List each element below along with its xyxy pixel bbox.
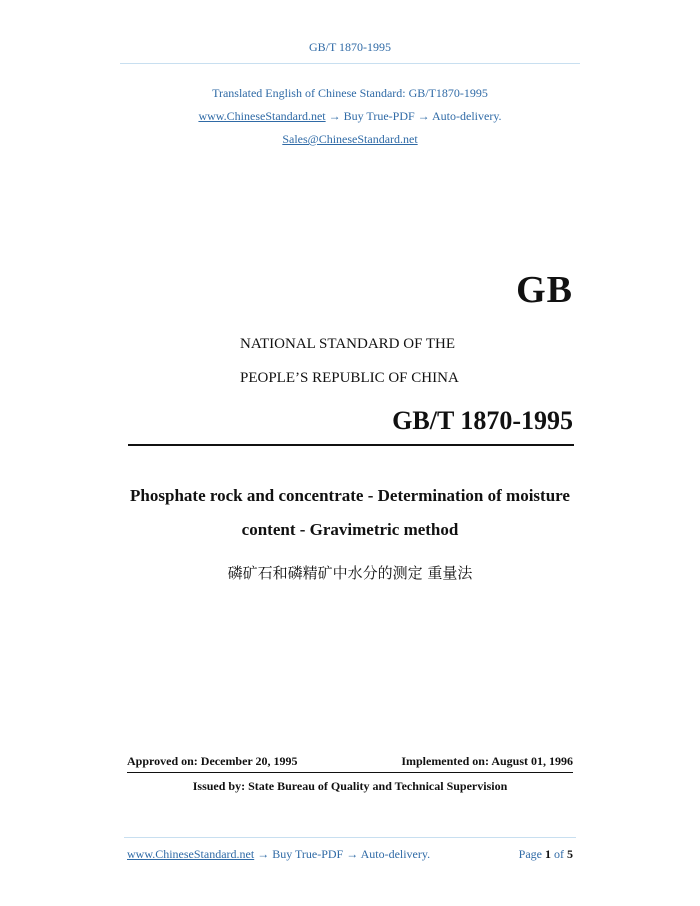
title-english-line2: content - Gravimetric method (241, 520, 459, 539)
buy-line (0, 109, 700, 124)
page-indicator (519, 847, 573, 862)
header-standard-code: GB/T 1870-1995 (308, 40, 392, 54)
sales-email[interactable]: Sales@ChineseStandard.net (282, 132, 418, 146)
translated-notice: Translated English of Chinese Standard: GB/T1870-1995 (212, 86, 488, 100)
page-middle: of (551, 847, 567, 861)
buy-text: → Buy True-PDF → Auto-delivery. (325, 109, 502, 123)
footer-buy-text: → Buy True-PDF → Auto-delivery. (254, 847, 431, 861)
title-chinese: 磷矿石和磷精矿中水分的测定 重量法 (227, 564, 473, 582)
title-english-line1: Phosphate rock and concentrate - Determination of moisture (130, 486, 570, 505)
issued-by: Issued by: State Bureau of Quality and Technical Supervision (192, 779, 508, 793)
approved-date: Approved on: December 20, 1995 (127, 754, 298, 768)
gb-logo: GB (516, 269, 573, 311)
footer-divider (124, 837, 576, 838)
implemented-date: Implemented on: August 01, 1996 (401, 754, 573, 768)
footer-site-link[interactable]: www.ChineseStandard.net (127, 847, 255, 861)
dates-rule (127, 772, 573, 773)
standard-number-rule (128, 444, 574, 446)
sales-email-link[interactable] (0, 132, 700, 147)
header-divider (120, 63, 580, 64)
page-prefix: Page (518, 847, 545, 861)
page-current: 1 (545, 847, 551, 861)
standard-number: GB/T 1870-1995 (392, 406, 573, 435)
national-standard-line2: PEOPLE’S REPUBLIC OF CHINA (240, 370, 459, 386)
page-total: 5 (567, 847, 573, 861)
site-link[interactable]: www.ChineseStandard.net (198, 109, 326, 123)
national-standard-line1: NATIONAL STANDARD OF THE (240, 336, 456, 352)
footer-buy-line (127, 847, 430, 862)
